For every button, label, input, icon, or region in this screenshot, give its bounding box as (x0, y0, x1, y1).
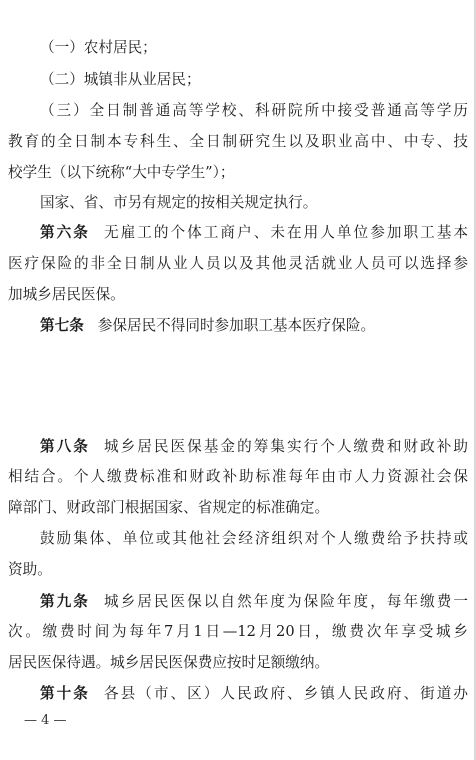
article-8-line2: 相结合。个人缴费标准和财政补助标准每年由市人力资源社会保 (8, 468, 468, 485)
article-9-line1 (0, 587, 476, 617)
article-9-line3: 居民医保待遇。城乡居民医保费应按时足额缴纳。 (8, 654, 330, 671)
chapter-heading (0, 370, 476, 400)
encouragement-line1: 鼓励集体、单位或其他社会经济组织对个人缴费给予扶持或 (40, 530, 468, 547)
article-9-line2: 次。缴费时间为每年7月1日—12月20日，缴费次年享受城乡 (8, 623, 468, 640)
encouragement-line2: 资助。 (8, 561, 52, 578)
article-6-line3: 加城乡居民医保。 (8, 286, 125, 303)
article-6-line2: 医疗保险的非全日制从业人员以及其他灵活就业人员可以选择参 (8, 255, 468, 272)
article-6-text: 无雇工的个体工商户、未在用人单位参加职工基本 (103, 224, 468, 241)
clause-students-line3: 校学生（以下统称“大中专学生”）； (8, 164, 235, 181)
article-7-label: 第七条 (40, 317, 84, 334)
article-6-line1 (0, 218, 476, 248)
article-10-text: 各县（市、区）人民政府、乡镇人民政府、街道办 (103, 685, 468, 702)
clause-rural-residents: （一）农村居民； (40, 39, 157, 56)
clause-students-line1: （三）全日制普通高等学校、科研院所中接受普通高等学历 (40, 102, 468, 119)
article-8-line1 (0, 432, 476, 462)
other-provisions-paragraph: 国家、省、市另有规定的按相关规定执行。 (40, 194, 318, 211)
article-10-label: 第十条 (40, 685, 90, 702)
article-9-label: 第九条 (40, 593, 90, 610)
article-7-text: 参保居民不得同时参加职工基本医疗保险。 (97, 317, 376, 334)
article-6-label: 第六条 (40, 224, 90, 241)
article-10-line1 (0, 679, 476, 709)
article-9-text: 城乡居民医保以自然年度为保险年度，每年缴费一 (103, 593, 468, 610)
article-8-text: 城乡居民医保基金的筹集实行个人缴费和财政补助 (103, 438, 468, 455)
article-8-line3: 障部门、财政部门根据国家、省规定的标准确定。 (8, 499, 330, 516)
article-7-line1 (0, 311, 476, 341)
page-number: — 4 — (24, 713, 67, 728)
clause-students-line2: 教育的全日制本专科生、全日制研究生以及职业高中、中专、技 (8, 133, 468, 150)
clause-urban-non-employed: （二）城镇非从业居民； (40, 71, 201, 88)
article-8-label: 第八条 (40, 438, 90, 455)
